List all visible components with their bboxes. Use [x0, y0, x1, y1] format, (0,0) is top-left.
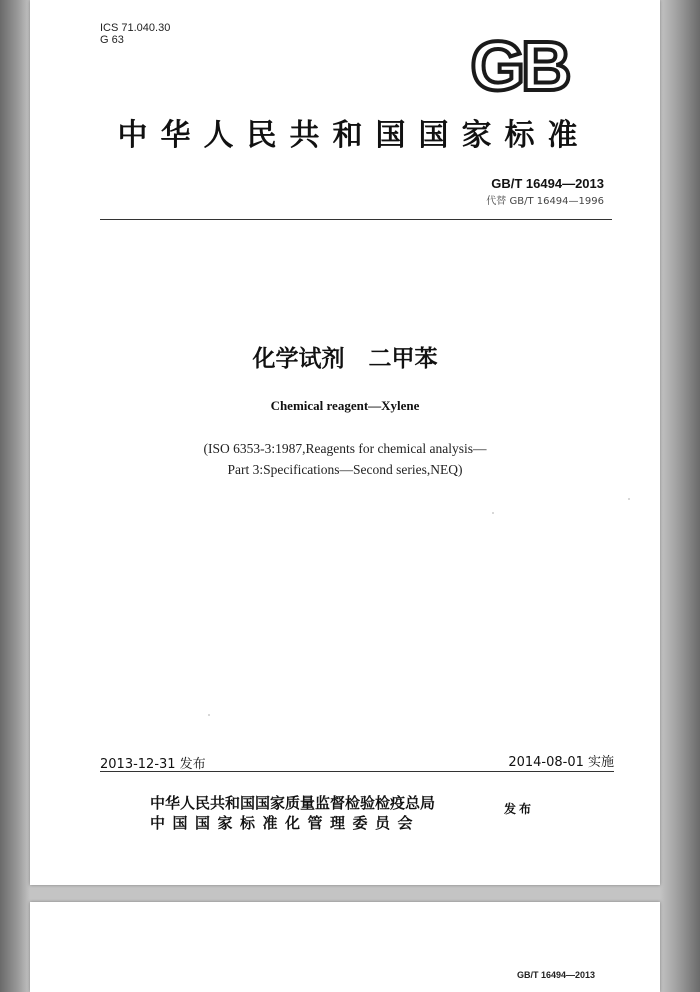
- standard-title-english: Chemical reagent—Xylene: [270, 398, 420, 413]
- footer-divider: [100, 771, 614, 772]
- cover-page: [30, 0, 660, 885]
- standard-number: GB/T 16494—2013: [491, 176, 604, 191]
- ccs-code: G 63: [100, 34, 124, 46]
- gb-logo-text: GB: [470, 32, 568, 96]
- header-divider: [100, 219, 612, 220]
- authority-sac: 中国国家标准化管理委员会: [150, 814, 421, 832]
- iso-reference: [30, 438, 660, 480]
- next-page: [30, 902, 660, 992]
- iso-reference-line-1: (ISO 6353-3:1987,Reagents for chemical analysis—: [203, 441, 487, 456]
- ics-code: ICS 71.040.30: [100, 22, 171, 34]
- issue-date: 2013-12-31 发布: [100, 757, 206, 772]
- replaces-standard: 代替 GB/T 16494—1996: [486, 196, 604, 207]
- national-standard-title: 中华人民共和国国家标准: [117, 118, 591, 153]
- implementation-date: 2014-08-01 实施: [508, 755, 614, 770]
- gb-logo: [459, 32, 579, 96]
- scan-speck: [628, 498, 630, 500]
- classification-codes: [100, 22, 170, 46]
- issuing-authorities: [150, 793, 435, 833]
- authority-aqsiq: 中华人民共和国国家质量监督检验检疫总局: [150, 794, 436, 812]
- standard-title-chinese: 化学试剂 二甲苯: [252, 346, 438, 372]
- iso-reference-line-2: Part 3:Specifications—Second series,NEQ): [227, 462, 463, 477]
- publish-label: 发布: [504, 802, 535, 816]
- scan-speck: [208, 714, 210, 716]
- scan-speck: [492, 512, 494, 514]
- next-page-header: GB/T 16494—2013: [516, 970, 595, 980]
